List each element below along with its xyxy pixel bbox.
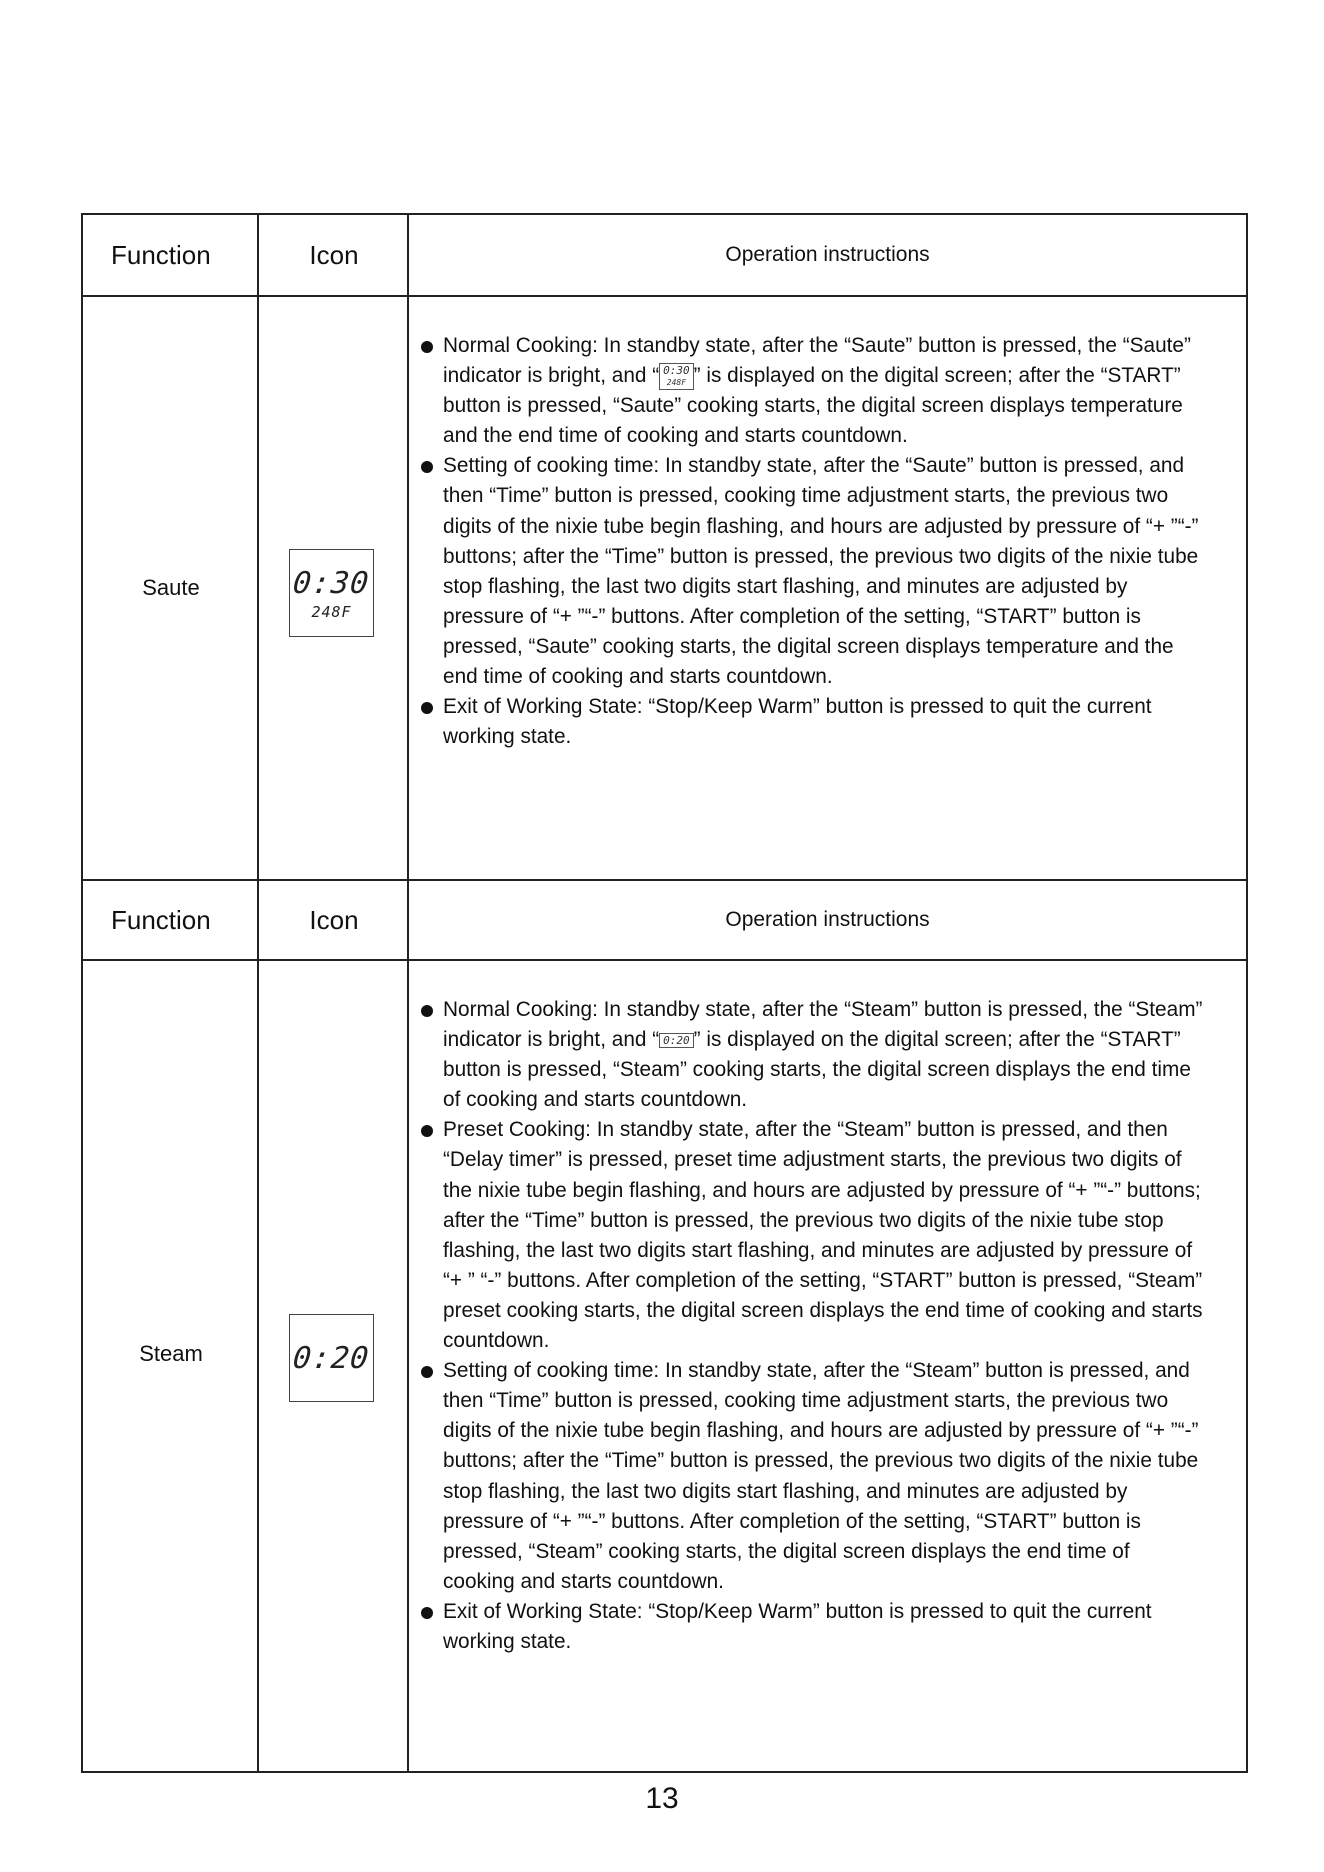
function-name-steam: Steam [139, 1341, 203, 1366]
list-item: Normal Cooking: In standby state, after the “Saute” button is pressed, the “Saute” indicator is bright, and “ 0:30 248F ” is displayed on the digital screen; after the “START” button is pressed, “Saute” cooking starts, the digital screen displays temperature and the end time of cooking and starts countdown. [417, 331, 1246, 451]
steam-lcd-icon [289, 1314, 374, 1402]
inline-lcd-icon: 0:30 248F [659, 363, 694, 390]
header-icon: Icon [309, 239, 359, 270]
page-number: 13 [645, 1782, 679, 1815]
list-item: Preset Cooking: In standby state, after the “Steam” button is pressed, and then “Delay timer” is pressed, preset time adjustment starts, the previous two digits of the nixie tube begin flashing, and hours are adjusted by pressure of “+ ”“-” buttons; after the “Time” button is pressed, the previous two digits of the nixie tube stop flashing, the last two digits start flashing, and minutes are adjusted by pressure of “+ ” “-” buttons. After completion of the setting, “START” button is pressed, “Steam” preset cooking starts, the digital screen displays the end time of cooking and starts countdown. [417, 1115, 1246, 1356]
list-item: Exit of Working State: “Stop/Keep Warm” button is pressed to quit the current working state. [417, 692, 1246, 752]
saute-instructions [417, 331, 1246, 752]
lcd-time: 0:20 [291, 1340, 372, 1376]
header-row [83, 881, 1246, 959]
function-name-saute: Saute [142, 575, 200, 600]
steam-row [83, 961, 1246, 1771]
header-row [83, 215, 1246, 295]
saute-row [83, 297, 1246, 879]
header-function: Function [111, 239, 211, 270]
header-operation-instructions: Operation instructions [725, 908, 930, 931]
instructions-table [81, 213, 1248, 1773]
list-item: Setting of cooking time: In standby state, after the “Steam” button is pressed, and then “Time” button is pressed, cooking time adjustment starts, the previous two digits of the nixie tube begin flashing, and hours are adjusted by pressure of “+ ”“-” buttons; after the “Time” button is pressed, the previous two digits of the nixie tube stop flashing, the last two digits start flashing, and minutes are adjusted by pressure of “+ ”“-” buttons. After completion of the setting, “START” button is pressed, “Steam” cooking starts, the digital screen displays the end time of cooking and starts countdown. [417, 1356, 1246, 1597]
header-function: Function [111, 904, 211, 935]
lcd-time: 0:30 [291, 565, 372, 601]
list-item: Exit of Working State: “Stop/Keep Warm” button is pressed to quit the current working state. [417, 1597, 1246, 1657]
steam-instructions [417, 995, 1246, 1657]
header-operation-instructions: Operation instructions [725, 243, 930, 266]
saute-lcd-icon [289, 549, 374, 637]
list-item: Normal Cooking: In standby state, after the “Steam” button is pressed, the “Steam” indicator is bright, and “ 0:20 ” is displayed on the digital screen; after the “START” button is pressed, “Steam” cooking starts, the digital screen displays the end time of cooking and starts countdown. [417, 995, 1246, 1115]
list-item: Setting of cooking time: In standby state, after the “Saute” button is pressed, and then “Time” button is pressed, cooking time adjustment starts, the previous two digits of the nixie tube begin flashing, and hours are adjusted by pressure of “+ ”“-” buttons; after the “Time” button is pressed, the previous two digits of the nixie tube stop flashing, the last two digits start flashing, and minutes are adjusted by pressure of “+ ”“-” buttons. After completion of the setting, “START” button is pressed, “Saute” cooking starts, the digital screen displays temperature and the end time of cooking and starts countdown. [417, 451, 1246, 692]
header-icon: Icon [309, 904, 359, 935]
lcd-temperature: 248F [311, 602, 352, 621]
inline-lcd-icon: 0:20 [659, 1033, 694, 1048]
